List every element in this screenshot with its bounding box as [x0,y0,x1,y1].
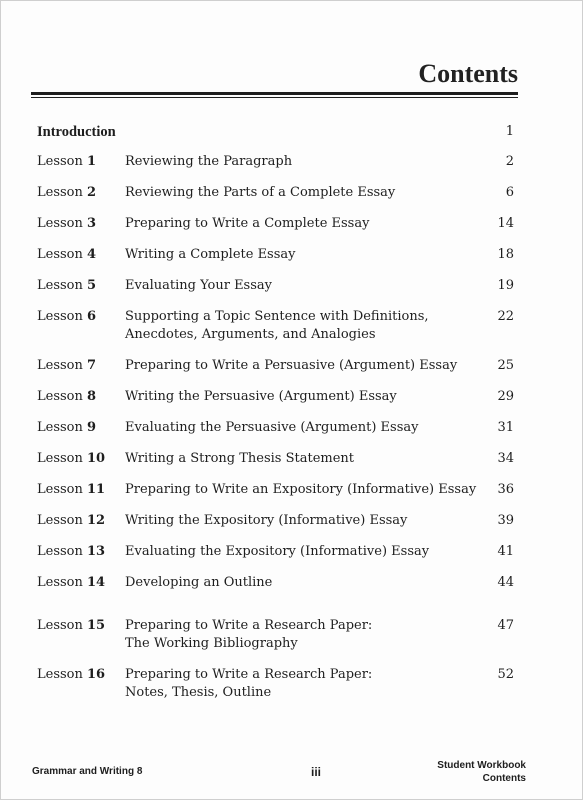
lesson-number: 15 [87,618,106,633]
lesson-title [125,419,454,437]
lesson-number-label [37,184,96,202]
lesson-title-line: Preparing to Write a Research Paper: [125,618,373,633]
lesson-title [125,308,454,344]
lesson-title-line: Writing a Complete Essay [125,247,296,262]
lesson-prefix: Lesson [37,185,83,200]
lesson-title [125,666,454,702]
title-rule-thick [31,92,518,95]
lesson-title [125,357,458,375]
lesson-number: 14 [87,575,106,590]
lesson-title-line: Writing a Strong Thesis Statement [125,451,355,466]
lesson-page-number: 29 [497,389,514,404]
lesson-number: 16 [87,667,106,682]
lesson-prefix: Lesson [37,389,83,404]
lesson-number-label [37,617,105,635]
lesson-page-number: 41 [497,544,514,559]
lesson-page-number: 52 [497,667,514,682]
lesson-prefix: Lesson [37,482,83,497]
lesson-page-number: 22 [497,309,514,324]
lesson-title [125,388,454,406]
lesson-title [125,153,454,171]
lesson-page-number: 14 [497,216,514,231]
lesson-title [125,481,477,499]
lesson-page-number: 6 [505,185,514,200]
footer-section-label [437,759,526,785]
lesson-title-line: Anecdotes, Arguments, and Analogies [125,327,376,342]
lesson-number: 4 [87,247,97,262]
lesson-prefix: Lesson [37,278,83,293]
lesson-prefix: Lesson [37,451,83,466]
lesson-page-number: 25 [497,358,514,373]
lesson-title [125,450,454,468]
lesson-number-label [37,543,105,561]
lesson-page-number: 19 [497,278,514,293]
lesson-title [125,574,454,592]
page-footer [1,749,582,799]
lesson-prefix: Lesson [37,154,83,169]
lesson-title-line: Evaluating the Persuasive (Argument) Essay [125,420,419,435]
lesson-title [125,543,454,561]
lesson-title-line: Preparing to Write a Complete Essay [125,216,370,231]
lesson-title-line: Evaluating the Expository (Informative) Essay [125,544,430,559]
lesson-title [125,184,454,202]
lesson-number-label [37,308,96,326]
lesson-prefix: Lesson [37,618,83,633]
lesson-title-line: Reviewing the Parts of a Complete Essay [125,185,396,200]
lesson-prefix: Lesson [37,420,83,435]
introduction-label: Introduction [37,124,116,140]
lesson-number: 7 [87,358,97,373]
lesson-title [125,246,454,264]
lesson-title-line: Writing the Persuasive (Argument) Essay [125,389,397,404]
lesson-title-line: Notes, Thesis, Outline [125,685,272,700]
lesson-title-line: Reviewing the Paragraph [125,154,293,169]
lesson-number-label [37,574,105,592]
lesson-number: 5 [87,278,97,293]
lesson-number: 8 [87,389,97,404]
lesson-number-label [37,215,96,233]
lesson-number-label [37,512,105,530]
lesson-page-number: 36 [497,482,514,497]
lesson-prefix: Lesson [37,513,83,528]
table-of-contents [37,121,514,700]
lesson-title-line: The Working Bibliography [125,636,298,651]
lesson-number: 9 [87,420,97,435]
lesson-number-label [37,153,96,171]
lesson-number-label [37,388,96,406]
lesson-title-line: Preparing to Write a Persuasive (Argument) Essay [125,358,458,373]
toc-entry-introduction [37,123,514,143]
lesson-title-line: Supporting a Topic Sentence with Definitions, [125,309,429,324]
lesson-title-line: Developing an Outline [125,575,273,590]
lesson-number-label [37,450,105,468]
lesson-number: 3 [87,216,97,231]
lesson-title [125,617,454,653]
lesson-number: 10 [87,451,106,466]
lesson-number-label [37,481,105,499]
lesson-page-number: 34 [497,451,514,466]
lesson-prefix: Lesson [37,247,83,262]
lesson-number-label [37,277,96,295]
lesson-prefix: Lesson [37,667,83,682]
lesson-title-line: Preparing to Write a Research Paper: [125,667,373,682]
lesson-number-label [37,666,105,684]
lesson-page-number: 31 [497,420,514,435]
lesson-prefix: Lesson [37,309,83,324]
lesson-page-number: 44 [497,575,514,590]
lesson-number: 2 [87,185,97,200]
lesson-prefix: Lesson [37,544,83,559]
title-rule-thin [31,97,518,98]
lesson-page-number: 47 [497,618,514,633]
lesson-title [125,277,454,295]
lesson-page-number: 39 [497,513,514,528]
lesson-number-label [37,246,96,264]
lesson-number-label [37,357,96,375]
footer-page-number: iii [311,765,322,779]
lesson-page-number: 18 [497,247,514,262]
lesson-number: 6 [87,309,97,324]
page-title: Contents [418,59,518,88]
lesson-number: 13 [87,544,106,559]
lesson-number: 1 [87,154,97,169]
lesson-prefix: Lesson [37,358,83,373]
lesson-page-number: 2 [505,154,514,169]
lesson-title-line: Writing the Expository (Informative) Essay [125,513,408,528]
lesson-prefix: Lesson [37,216,83,231]
lesson-title [125,512,454,530]
footer-contents-label: Contents [482,773,526,784]
introduction-page-number: 1 [505,124,514,139]
lesson-number-label [37,419,96,437]
footer-book-title: Grammar and Writing 8 [32,766,143,777]
lesson-title [125,215,454,233]
lesson-number: 12 [87,513,106,528]
lesson-title-line: Preparing to Write an Expository (Informative) Essay [125,482,477,497]
lesson-number: 11 [87,482,106,497]
lesson-title-line: Evaluating Your Essay [125,278,272,293]
lesson-prefix: Lesson [37,575,83,590]
footer-workbook-label: Student Workbook [437,760,526,771]
